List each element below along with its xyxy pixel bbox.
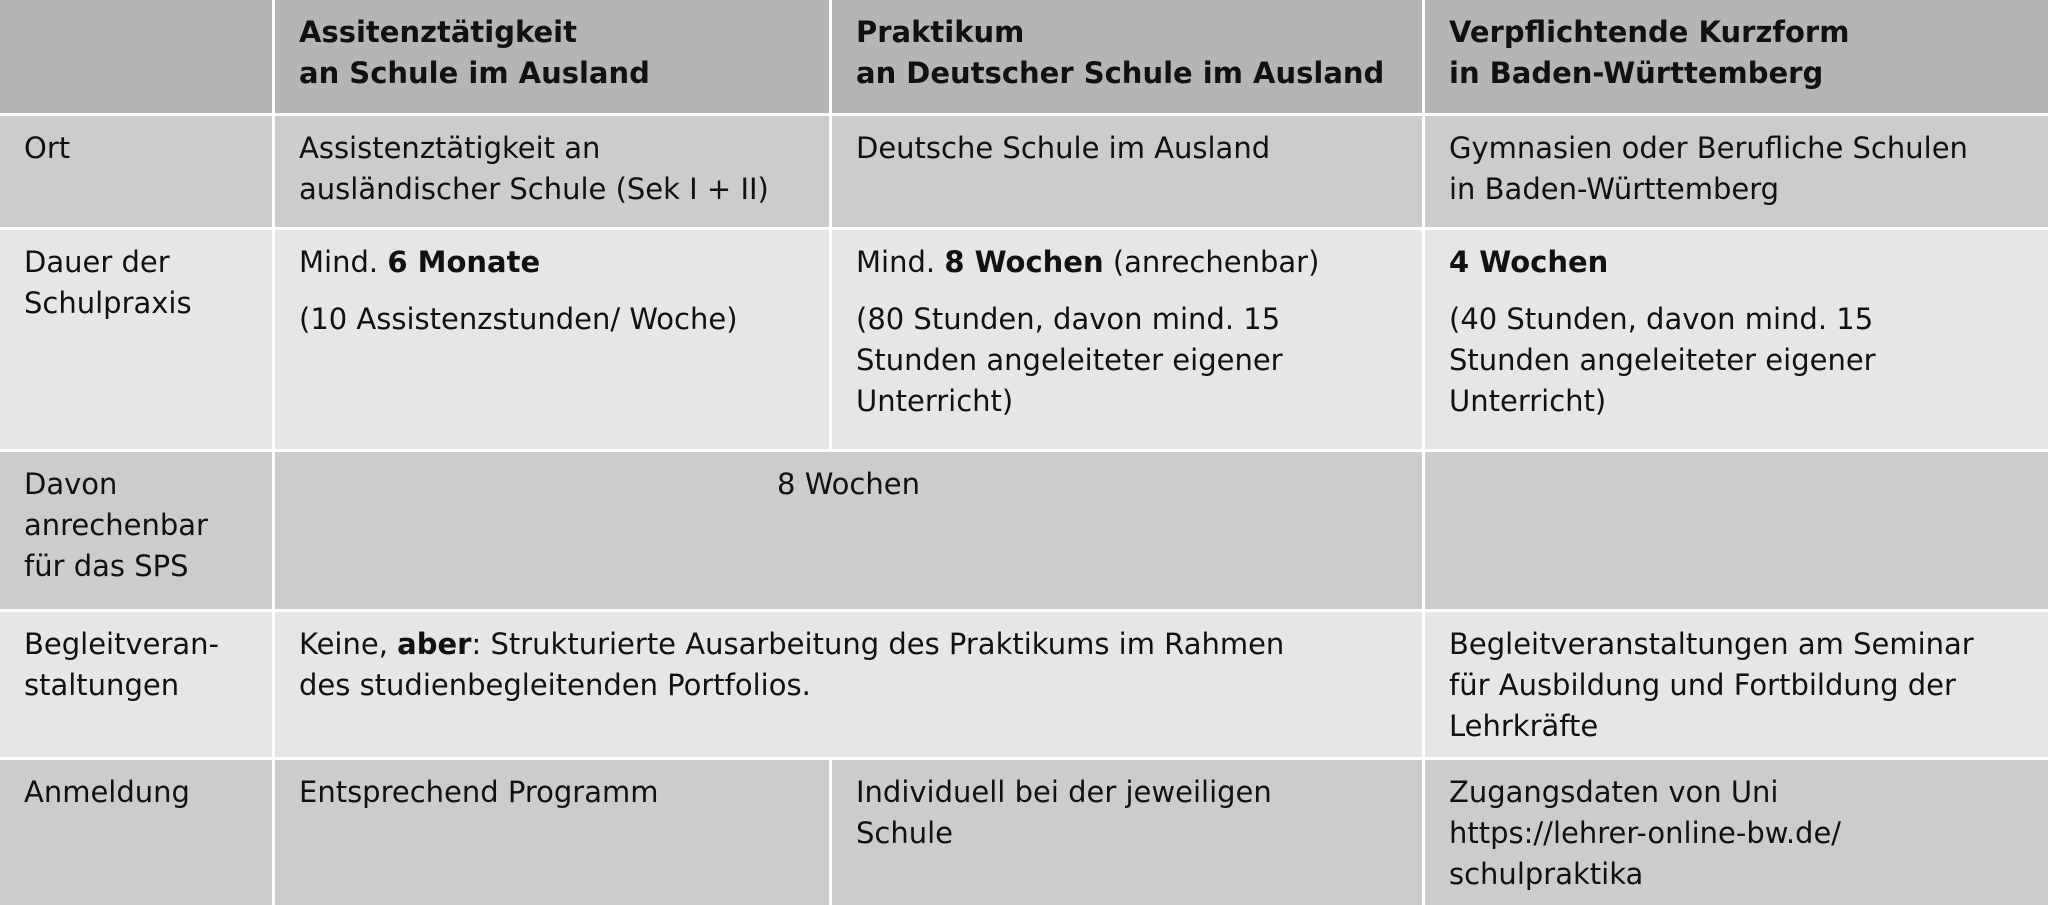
row-dauer-kurzform xyxy=(1425,230,2048,452)
row-ort xyxy=(0,116,2048,230)
row-anrechenbar-merged-value: 8 Wochen xyxy=(275,452,1425,612)
row-begleit xyxy=(0,612,2048,760)
row-dauer-praktikum-note-line2: Stunden angeleiteter eigener xyxy=(856,343,1283,377)
row-begleit-merged-rest: : Strukturierte Ausarbeitung des Praktikums im Rahmen xyxy=(471,627,1285,661)
header-row xyxy=(0,0,2048,116)
row-anmeldung-kurzform xyxy=(1425,760,2048,905)
row-anmeldung-praktikum xyxy=(832,760,1425,905)
row-begleit-label xyxy=(0,612,275,760)
header-assistenz-line2: an Schule im Ausland xyxy=(299,56,650,90)
header-kurzform-line1: Verpflichtende Kurzform xyxy=(1449,15,1850,49)
row-anmeldung-kurzform-line3: schulpraktika xyxy=(1449,857,1644,891)
header-empty-cell xyxy=(0,0,275,116)
row-begleit-merged-prefix: Keine, xyxy=(299,627,398,661)
row-anrechenbar xyxy=(0,452,2048,612)
row-anmeldung-label: Anmeldung xyxy=(0,760,275,905)
row-anmeldung xyxy=(0,760,2048,905)
row-begleit-merged-bold: aber xyxy=(397,627,472,661)
row-begleit-merged-line1 xyxy=(299,624,1398,665)
row-begleit-merged xyxy=(275,612,1425,760)
header-praktikum-line2: an Deutscher Schule im Ausland xyxy=(856,56,1385,90)
row-dauer-kurzform-bold: 4 Wochen xyxy=(1449,245,1609,279)
row-begleit-merged-line2: des studienbegleitenden Portfolios. xyxy=(299,668,811,702)
row-ort-assistenz-line2: ausländischer Schule (Sek I + II) xyxy=(299,172,769,206)
row-dauer-praktikum-prefix: Mind. xyxy=(856,245,945,279)
row-anrechenbar-label xyxy=(0,452,275,612)
row-dauer-kurzform-main xyxy=(1449,242,2024,283)
row-anmeldung-assistenz: Entsprechend Programm xyxy=(275,760,832,905)
row-begleit-kurzform-line2: für Ausbildung und Fortbildung der xyxy=(1449,668,1956,702)
row-dauer-praktikum xyxy=(832,230,1425,452)
row-dauer xyxy=(0,230,2048,452)
row-anmeldung-kurzform-url: https://lehrer-online-bw.de/ xyxy=(1449,816,1842,850)
row-begleit-kurzform-line3: Lehrkräfte xyxy=(1449,709,1599,743)
header-praktikum-line1: Praktikum xyxy=(856,15,1025,49)
row-anrechenbar-label-line1: Davon xyxy=(24,467,118,501)
row-dauer-kurzform-note-line3: Unterricht) xyxy=(1449,384,1607,418)
row-ort-kurzform xyxy=(1425,116,2048,230)
row-dauer-assistenz-note: (10 Assistenzstunden/ Woche) xyxy=(299,302,738,336)
row-dauer-assistenz-prefix: Mind. xyxy=(299,245,388,279)
row-dauer-praktikum-main xyxy=(856,242,1398,283)
row-dauer-praktikum-note-line1: (80 Stunden, davon mind. 15 xyxy=(856,302,1281,336)
spacer xyxy=(1449,283,2024,299)
row-begleit-kurzform xyxy=(1425,612,2048,760)
row-anmeldung-kurzform-line1: Zugangsdaten von Uni xyxy=(1449,775,1779,809)
row-dauer-label xyxy=(0,230,275,452)
row-begleit-label-line2: staltungen xyxy=(24,668,180,702)
row-anrechenbar-label-line2: anrechenbar xyxy=(24,508,208,542)
row-ort-assistenz-line1: Assistenztätigkeit an xyxy=(299,131,601,165)
row-dauer-kurzform-note-line1: (40 Stunden, davon mind. 15 xyxy=(1449,302,1874,336)
row-dauer-assistenz-bold: 6 Monate xyxy=(387,245,541,279)
row-anmeldung-praktikum-line1: Individuell bei der jeweiligen xyxy=(856,775,1272,809)
row-ort-label: Ort xyxy=(0,116,275,230)
row-dauer-kurzform-note-line2: Stunden angeleiteter eigener xyxy=(1449,343,1876,377)
header-kurzform xyxy=(1425,0,2048,116)
header-kurzform-line2: in Baden-Württemberg xyxy=(1449,56,1824,90)
header-praktikum xyxy=(832,0,1425,116)
row-dauer-praktikum-suffix: (anrechenbar) xyxy=(1103,245,1320,279)
row-anrechenbar-kurzform xyxy=(1425,452,2048,612)
row-begleit-kurzform-line1: Begleitveranstaltungen am Seminar xyxy=(1449,627,1974,661)
row-dauer-label-line2: Schulpraxis xyxy=(24,286,192,320)
row-anrechenbar-label-line3: für das SPS xyxy=(24,549,189,583)
header-assistenz-line1: Assitenztätigkeit xyxy=(299,15,577,49)
row-ort-kurzform-line2: in Baden-Württemberg xyxy=(1449,172,1780,206)
row-dauer-assistenz-main xyxy=(299,242,805,283)
row-ort-praktikum: Deutsche Schule im Ausland xyxy=(832,116,1425,230)
header-assistenz xyxy=(275,0,832,116)
row-dauer-assistenz xyxy=(275,230,832,452)
row-anmeldung-praktikum-line2: Schule xyxy=(856,816,954,850)
spacer xyxy=(299,283,805,299)
row-begleit-label-line1: Begleitveran- xyxy=(24,627,220,661)
row-dauer-praktikum-note-line3: Unterricht) xyxy=(856,384,1014,418)
row-dauer-label-line1: Dauer der xyxy=(24,245,170,279)
row-ort-kurzform-line1: Gymnasien oder Berufliche Schulen xyxy=(1449,131,1968,165)
row-dauer-praktikum-bold: 8 Wochen xyxy=(944,245,1104,279)
spacer xyxy=(856,283,1398,299)
row-ort-assistenz xyxy=(275,116,832,230)
